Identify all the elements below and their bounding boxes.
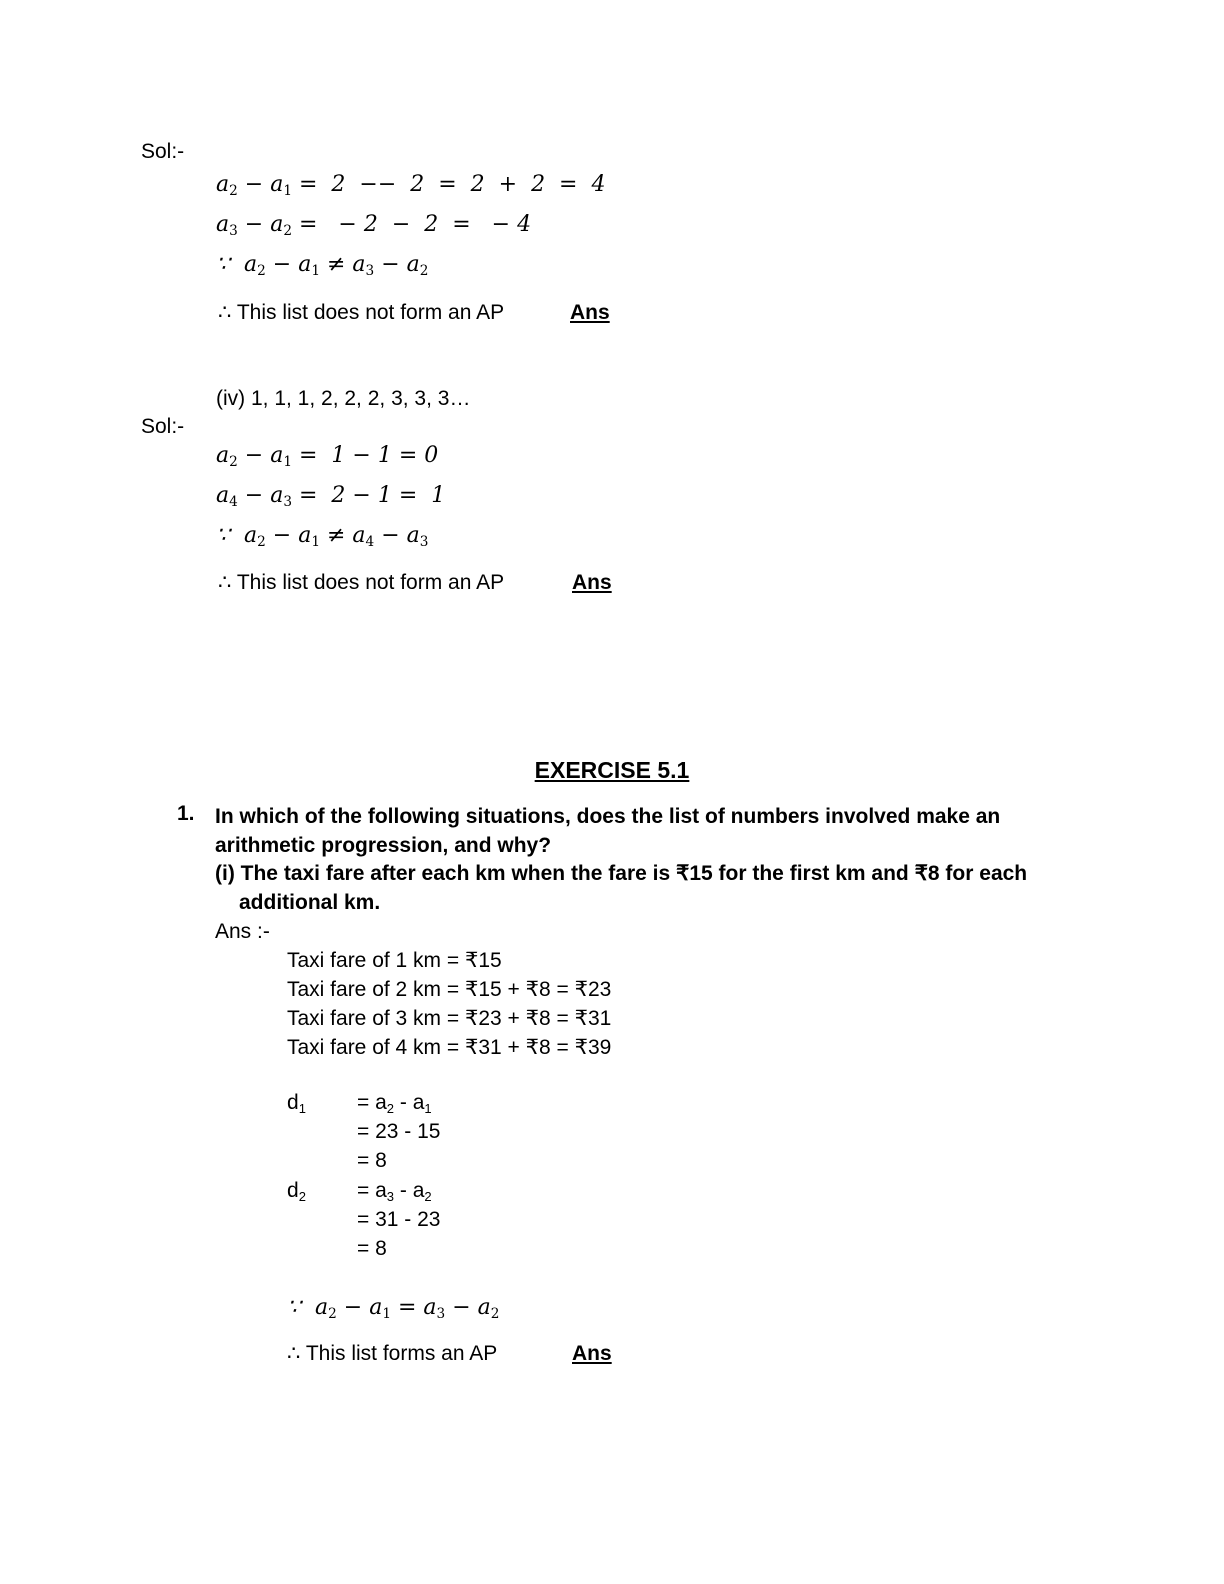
difference-d2-line-2: = 31 - 23	[357, 1208, 441, 1231]
conclusion-exercise: ∴ This list forms an AP	[287, 1342, 498, 1365]
fare-line-1: Taxi fare of 1 km = ₹15	[287, 949, 502, 972]
exercise-heading: EXERCISE 5.1	[534, 757, 690, 783]
equation-iv-line-2: $a_4 - a_3 = 2 - 1 = 1$	[216, 483, 446, 511]
sol-label-part-iii: Sol:-	[141, 140, 185, 163]
sub-question-line-2: additional km.	[239, 891, 381, 914]
equation-iii-line-3: ∵ $a_2 - a_1 \ne a_3 - a_2$	[216, 252, 429, 280]
difference-d1-line-1: = $a_2 - a_1$	[357, 1091, 432, 1116]
ans-label-part-iii: Ans	[570, 301, 610, 324]
difference-symbol-d1: $d_1$	[287, 1091, 306, 1116]
conclusion-part-iv: ∴ This list does not form an AP	[218, 571, 505, 594]
equation-iv-line-3: ∵ $a_2 - a_1 \ne a_4 - a_3$	[216, 523, 429, 551]
equation-iii-line-1: $a_2 - a_1 = 2 -- 2 = 2 + 2 = 4$	[216, 172, 606, 200]
conclusion-part-iii: ∴ This list does not form an AP	[218, 301, 505, 324]
difference-d2-line-3: = 8	[357, 1237, 387, 1260]
fare-line-4: Taxi fare of 4 km = ₹31 + ₹8 = ₹39	[287, 1036, 612, 1059]
difference-d2-line-1: = $a_3 - a_2$	[357, 1179, 432, 1204]
ans-label-exercise: Ans	[572, 1342, 612, 1365]
equation-iv-line-1: $a_2 - a_1 = 1 - 1 = 0$	[216, 443, 439, 471]
question-part-iv: (iv) 1, 1, 1, 2, 2, 2, 3, 3, 3…	[216, 387, 471, 410]
equation-iii-line-2: $a_3 - a_2$ = − 2 − 2 = − 4	[216, 212, 532, 240]
fare-line-3: Taxi fare of 3 km = ₹23 + ₹8 = ₹31	[287, 1007, 612, 1030]
difference-d1-line-3: = 8	[357, 1149, 387, 1172]
ans-label-part-iv: Ans	[572, 571, 612, 594]
difference-symbol-d2: $d_2$	[287, 1179, 306, 1204]
sub-question-line-1: (i) The taxi fare after each km when the fare is ₹15 for the first km and ₹8 for each	[215, 862, 1028, 885]
question-text-line-1: In which of the following situations, does the list of numbers involved make an	[215, 805, 1001, 828]
sol-label-part-iv: Sol:-	[141, 415, 185, 438]
difference-d1-line-2: = 23 - 15	[357, 1120, 441, 1143]
fare-line-2: Taxi fare of 2 km = ₹15 + ₹8 = ₹23	[287, 978, 612, 1001]
question-text-line-2: arithmetic progression, and why?	[215, 834, 552, 857]
because-equation: ∵ $a_2 - a_1 = a_3 - a_2$	[287, 1295, 500, 1323]
question-number: 1.	[177, 802, 195, 825]
ans-intro-label: Ans :-	[215, 920, 270, 943]
